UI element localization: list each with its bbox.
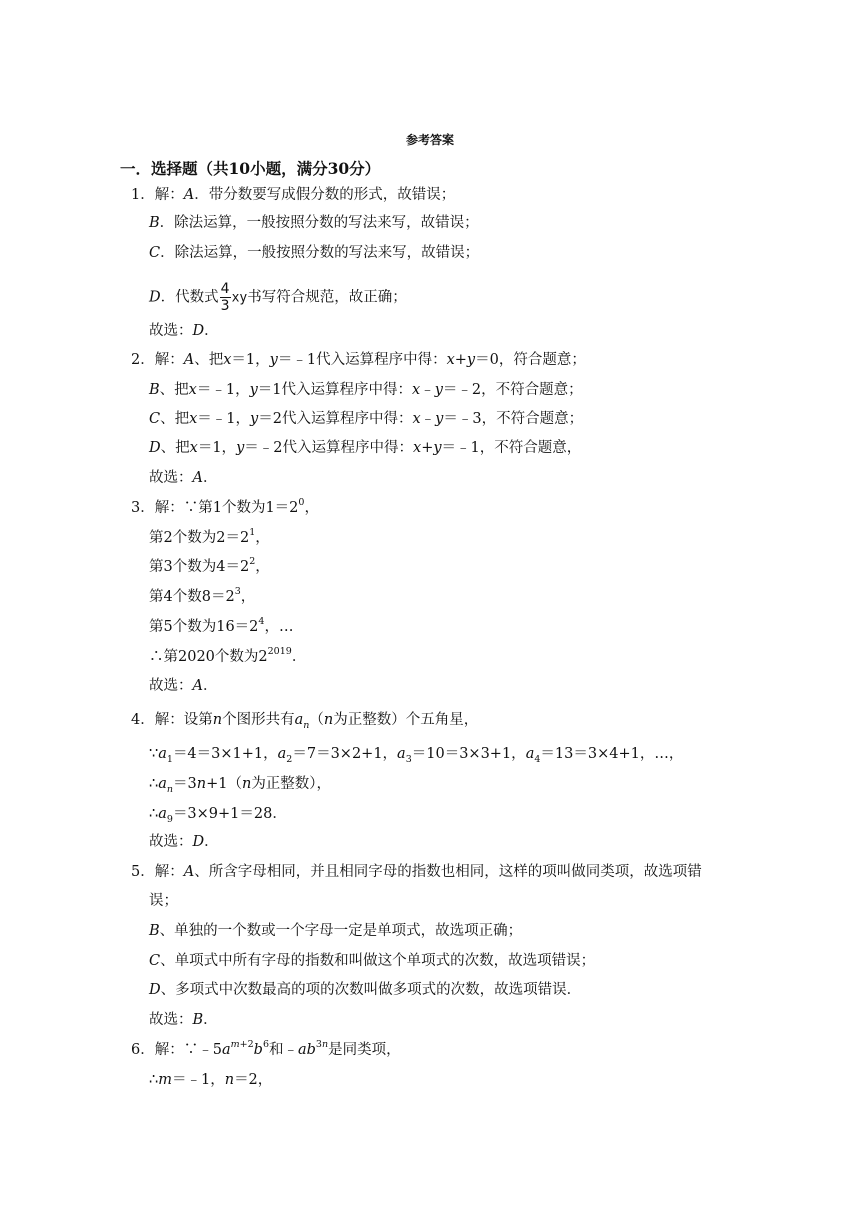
q2-line-2: B、把x＝﹣1，y＝1代入运算程序中得：x﹣y＝﹣2，不符合题意； — [149, 382, 583, 398]
q1-line-2: B．除法运算，一般按照分数的写法来写，故错误； — [149, 215, 479, 231]
section-heading: 一．选择题（共10小题，满分30分） — [120, 159, 381, 178]
q4-answer: 故选：D． — [149, 834, 219, 850]
q5-line-2: B、单独的一个数或一个字母一定是单项式，故选项正确； — [149, 923, 523, 939]
fraction-four-thirds: $\frac{4}{3}$ — [220, 281, 230, 314]
q3-line-1: 3．解：∵第1个数为$1=2^0$， — [131, 497, 319, 516]
q4-line-4: $\therefore a_9=3\times 9+1=28$． — [149, 806, 287, 825]
q3-line-2: 第2个数为$2=2^1$， — [149, 527, 270, 546]
q5-line-1b: 误； — [149, 893, 178, 909]
q5-line-4: D、多项式中次数最高的项的次数叫做多项式的次数，故选项错误． — [149, 982, 582, 998]
q1-answer: 故选：D． — [149, 323, 219, 339]
q3-line-6: ∴第2020个数为$2^{2019}$． — [149, 646, 307, 665]
q1-line-4: D．代数式 $\frac{4}{3}$ xy书写符合规范，故正确； — [149, 281, 407, 314]
q4-line-1: 4．解：设第n个图形共有$a_n(n$为正整数）个五角星， — [131, 712, 479, 731]
q3-line-5: 第5个数为$16=2^4$，… — [149, 616, 294, 635]
q2-answer: 故选：A． — [149, 470, 218, 486]
q1-line-3: C．除法运算，一般按照分数的写法来写，故错误； — [149, 245, 480, 261]
q5-line-1: 5．解：A、所含字母相同，并且相同字母的指数也相同，这样的项叫做同类项，故选项错 — [131, 864, 702, 880]
q2-line-1: 2．解：A、把x＝1，y＝﹣1代入运算程序中得：x+y＝0，符合题意； — [131, 352, 586, 368]
q6-line-2: ∴m＝﹣1，n＝2， — [149, 1072, 273, 1088]
q4-line-3: $\therefore a_n=3n+1(n$为正整数）， — [149, 776, 332, 795]
q4-line-2: $\because a_1=4=3\times 1+1$，$a_2=7=3\times 2+1$，$a_3=10=3\times 3+1$，$a_4=13=3\times 4+1$，…， — [149, 746, 684, 765]
page-title: 参考答案 — [405, 133, 454, 147]
q3-answer: 故选：A． — [149, 678, 218, 694]
q6-line-1: 6．解：$\because﹣5a^{m+2}b^6$和$﹣ab^{3n}$是同类项， — [131, 1039, 401, 1058]
q3-line-4: 第4个数$8=2^3$， — [149, 586, 256, 605]
q5-answer: 故选：B． — [149, 1012, 218, 1028]
q3-line-3: 第3个数为$4=2^2$， — [149, 556, 270, 575]
q2-line-4: D、把x＝1，y＝﹣2代入运算程序中得：x+y＝﹣1，不符合题意， — [149, 440, 582, 456]
q2-line-3: C、把x＝﹣1，y＝2代入运算程序中得：x﹣y＝﹣3，不符合题意； — [149, 411, 584, 427]
q5-line-3: C、单项式中所有字母的指数和叫做这个单项式的次数，故选项错误； — [149, 953, 596, 969]
q1-line-1: 1．解：A．带分数要写成假分数的形式，故错误； — [131, 187, 456, 203]
